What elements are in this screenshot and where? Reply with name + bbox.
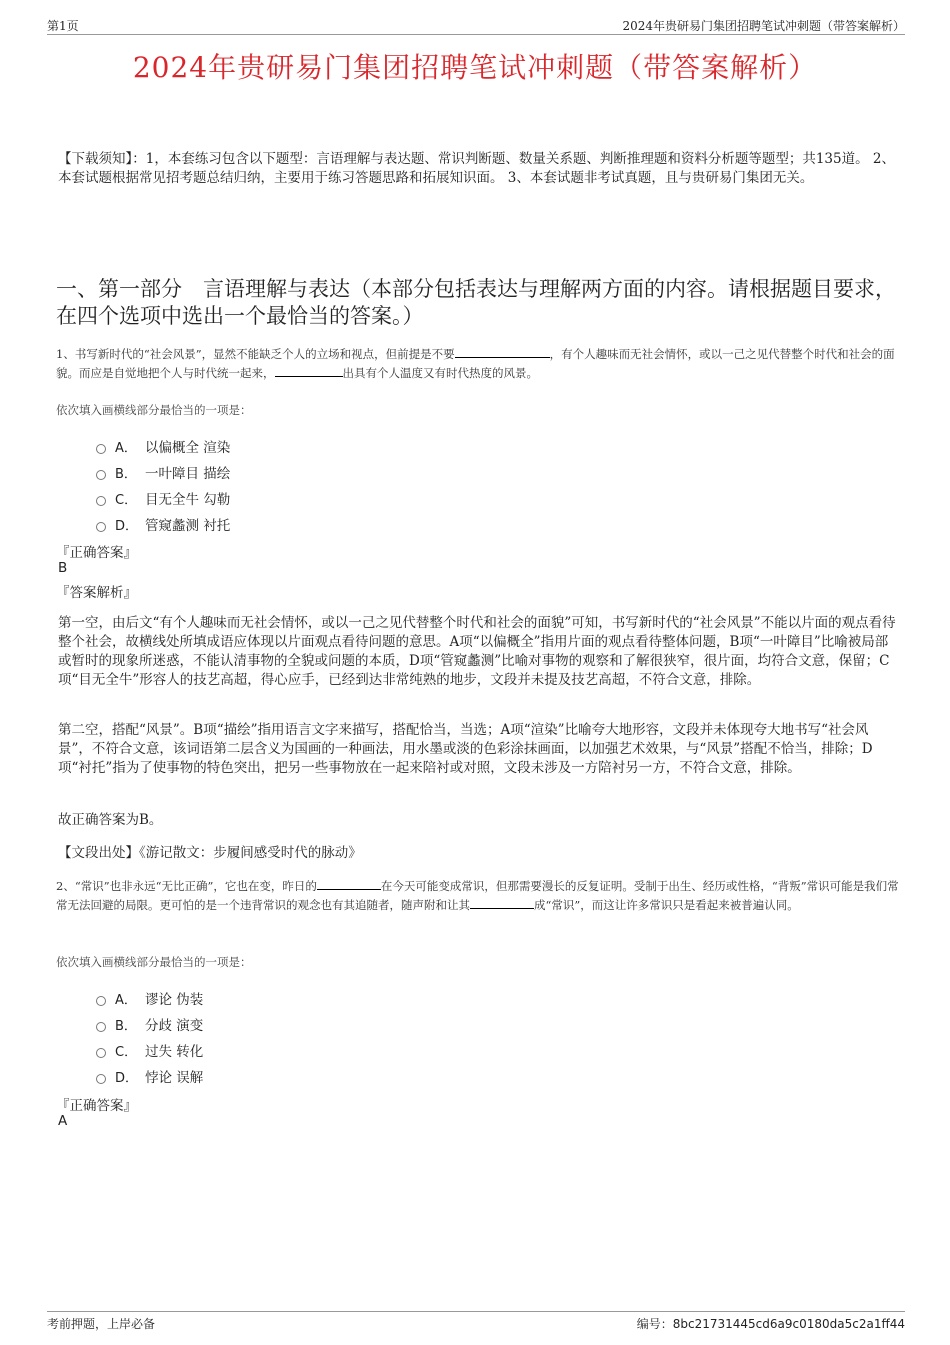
document-title: 2024年贵研易门集团招聘笔试冲刺题（带答案解析） <box>132 51 818 84</box>
q2-options <box>96 985 203 1089</box>
download-notice: 【下载须知】：1，本套练习包含以下题型：言语理解与表达题、常识判断题、数量关系题、判断推理题和资料分析题等题型；共135道。 2、本套试题根据常见招考题总结归纳，主要用于练习答题思路和拓展知识面。 3、本套试题非考试真题，且与贵研易门集团无关。 <box>58 151 895 186</box>
radio-icon[interactable] <box>96 522 106 532</box>
footer-code-label: 编号： <box>636 1317 673 1331</box>
q1-answer-label: 『正确答案』 <box>56 545 137 561</box>
q1-options <box>96 433 230 537</box>
radio-icon[interactable] <box>96 996 106 1006</box>
q1-text-part-c: 出具有个人温度又有时代热度的风景。 <box>342 366 538 380</box>
q2-text-part-b: 在今天可能变成常识，但那需要漫长的反复证明。受制于出生、经历或性格，“背叛”常识可能是我们常常无法回避的局限。更可怕的是一个违背常识的观念也有其追随者，随声附和让其 <box>56 879 899 912</box>
q1-option-d[interactable]: D． 管窥蠡测 衬托 <box>96 511 230 537</box>
page-footer <box>47 1311 905 1332</box>
q2-blank-2 <box>470 896 534 909</box>
q1-analysis-paragraph-2: 第二空，搭配“风景”。B项“描绘”指用语言文字来描写，搭配恰当，当选；A项“渲染”比喻夸大地形容，文段并未体现夸大地书写“社会风景”，不符合文意，该词语第二层含义为国画的一种画法，用水墨或淡的色彩涂抹画面，以加强艺术效果，与“风景”搭配不恰当，排除；D项“衬托”指为了使事物的特色突出，把另一些事物放在一起来陪衬或对照，文段未涉及一方陪衬另一方，不符合文意，排除。 <box>58 722 873 776</box>
footer-code <box>637 1315 905 1332</box>
question-1-text <box>56 345 901 383</box>
q2-answer: A <box>58 1113 68 1129</box>
q2-option-c[interactable]: C． 过失 转化 <box>96 1037 203 1063</box>
q1-analysis-label: 『答案解析』 <box>56 585 137 601</box>
radio-icon[interactable] <box>96 496 106 506</box>
q2-prompt: 依次填入画横线部分最恰当的一项是： <box>56 955 252 969</box>
q2-text-part-a: 2、“常识”也非永远“无比正确”，它也在变，昨日的 <box>56 879 317 893</box>
q2-option-d[interactable]: D． 悖论 误解 <box>96 1063 203 1089</box>
q1-option-a[interactable]: A． 以偏概全 渲染 <box>96 433 230 459</box>
q2-text-part-c: 成“常识”，而这让许多常识只是看起来被普遍认同。 <box>534 898 799 912</box>
page-header <box>47 14 905 35</box>
q1-blank-2 <box>275 364 343 377</box>
q1-analysis-paragraph-1: 第一空，由后文“有个人趣味而无社会情怀，或以一己之见代替整个时代和社会的面貌”可知，书写新时代的“社会风景”不能以片面的观点看待整个社会，故横线处所填成语应体现以片面观点看待问题的意思。A项“以偏概全”指用片面的观点看待整体问题，B项“一叶障目”比喻被局部或暂时的现象所迷惑，不能认清事物的全貌或问题的本质，D项“管窥蠡测”比喻对事物的观察和了解很狭窄，很片面，均符合文意，保留；C项“目无全牛”形容人的技艺高超，得心应手，已经到达非常纯熟的地步，文段并未提及技艺高超，不符合文意，排除。 <box>58 615 896 688</box>
q2-answer-label: 『正确答案』 <box>56 1098 137 1114</box>
section-heading: 一、第一部分 言语理解与表达（本部分包括表达与理解两方面的内容。请根据题目要求，在四个选项中选出一个最恰当的答案。） <box>56 277 896 328</box>
q1-source: 【文段出处】《游记散文：步履间感受时代的脉动》 <box>58 845 362 861</box>
page-number: 第1页 <box>47 19 79 33</box>
q1-conclusion: 故正确答案为B。 <box>58 812 163 828</box>
radio-icon[interactable] <box>96 1074 106 1084</box>
q1-text-part-a: 1、书写新时代的“社会风景”，显然不能缺乏个人的立场和视点，但前提是不要 <box>56 347 455 361</box>
q1-option-b[interactable]: B． 一叶障目 描绘 <box>96 459 230 485</box>
q1-prompt: 依次填入画横线部分最恰当的一项是： <box>56 403 252 417</box>
q1-blank-1 <box>455 345 550 358</box>
question-2-text <box>56 877 901 915</box>
q1-text-part-b: ，有个人趣味而无社会情怀，或以一己之见代替整个时代和社会的面貌。而应是自觉地把个人与时代统一起来， <box>56 347 895 380</box>
q2-option-b[interactable]: B． 分歧 演变 <box>96 1011 203 1037</box>
radio-icon[interactable] <box>96 470 106 480</box>
q1-answer: B <box>58 560 68 576</box>
radio-icon[interactable] <box>96 1048 106 1058</box>
footer-slogan: 考前押题，上岸必备 <box>47 1317 156 1331</box>
header-doc-name: 2024年贵研易门集团招聘笔试冲刺题（带答案解析） <box>622 19 905 33</box>
radio-icon[interactable] <box>96 1022 106 1032</box>
q1-option-c[interactable]: C． 目无全牛 勾勒 <box>96 485 230 511</box>
radio-icon[interactable] <box>96 444 106 454</box>
footer-code-value: 8bc21731445cd6a9c0180da5c2a1ff44 <box>672 1317 905 1331</box>
q2-option-a[interactable]: A． 谬论 伪装 <box>96 985 203 1011</box>
q2-blank-1 <box>317 877 381 890</box>
